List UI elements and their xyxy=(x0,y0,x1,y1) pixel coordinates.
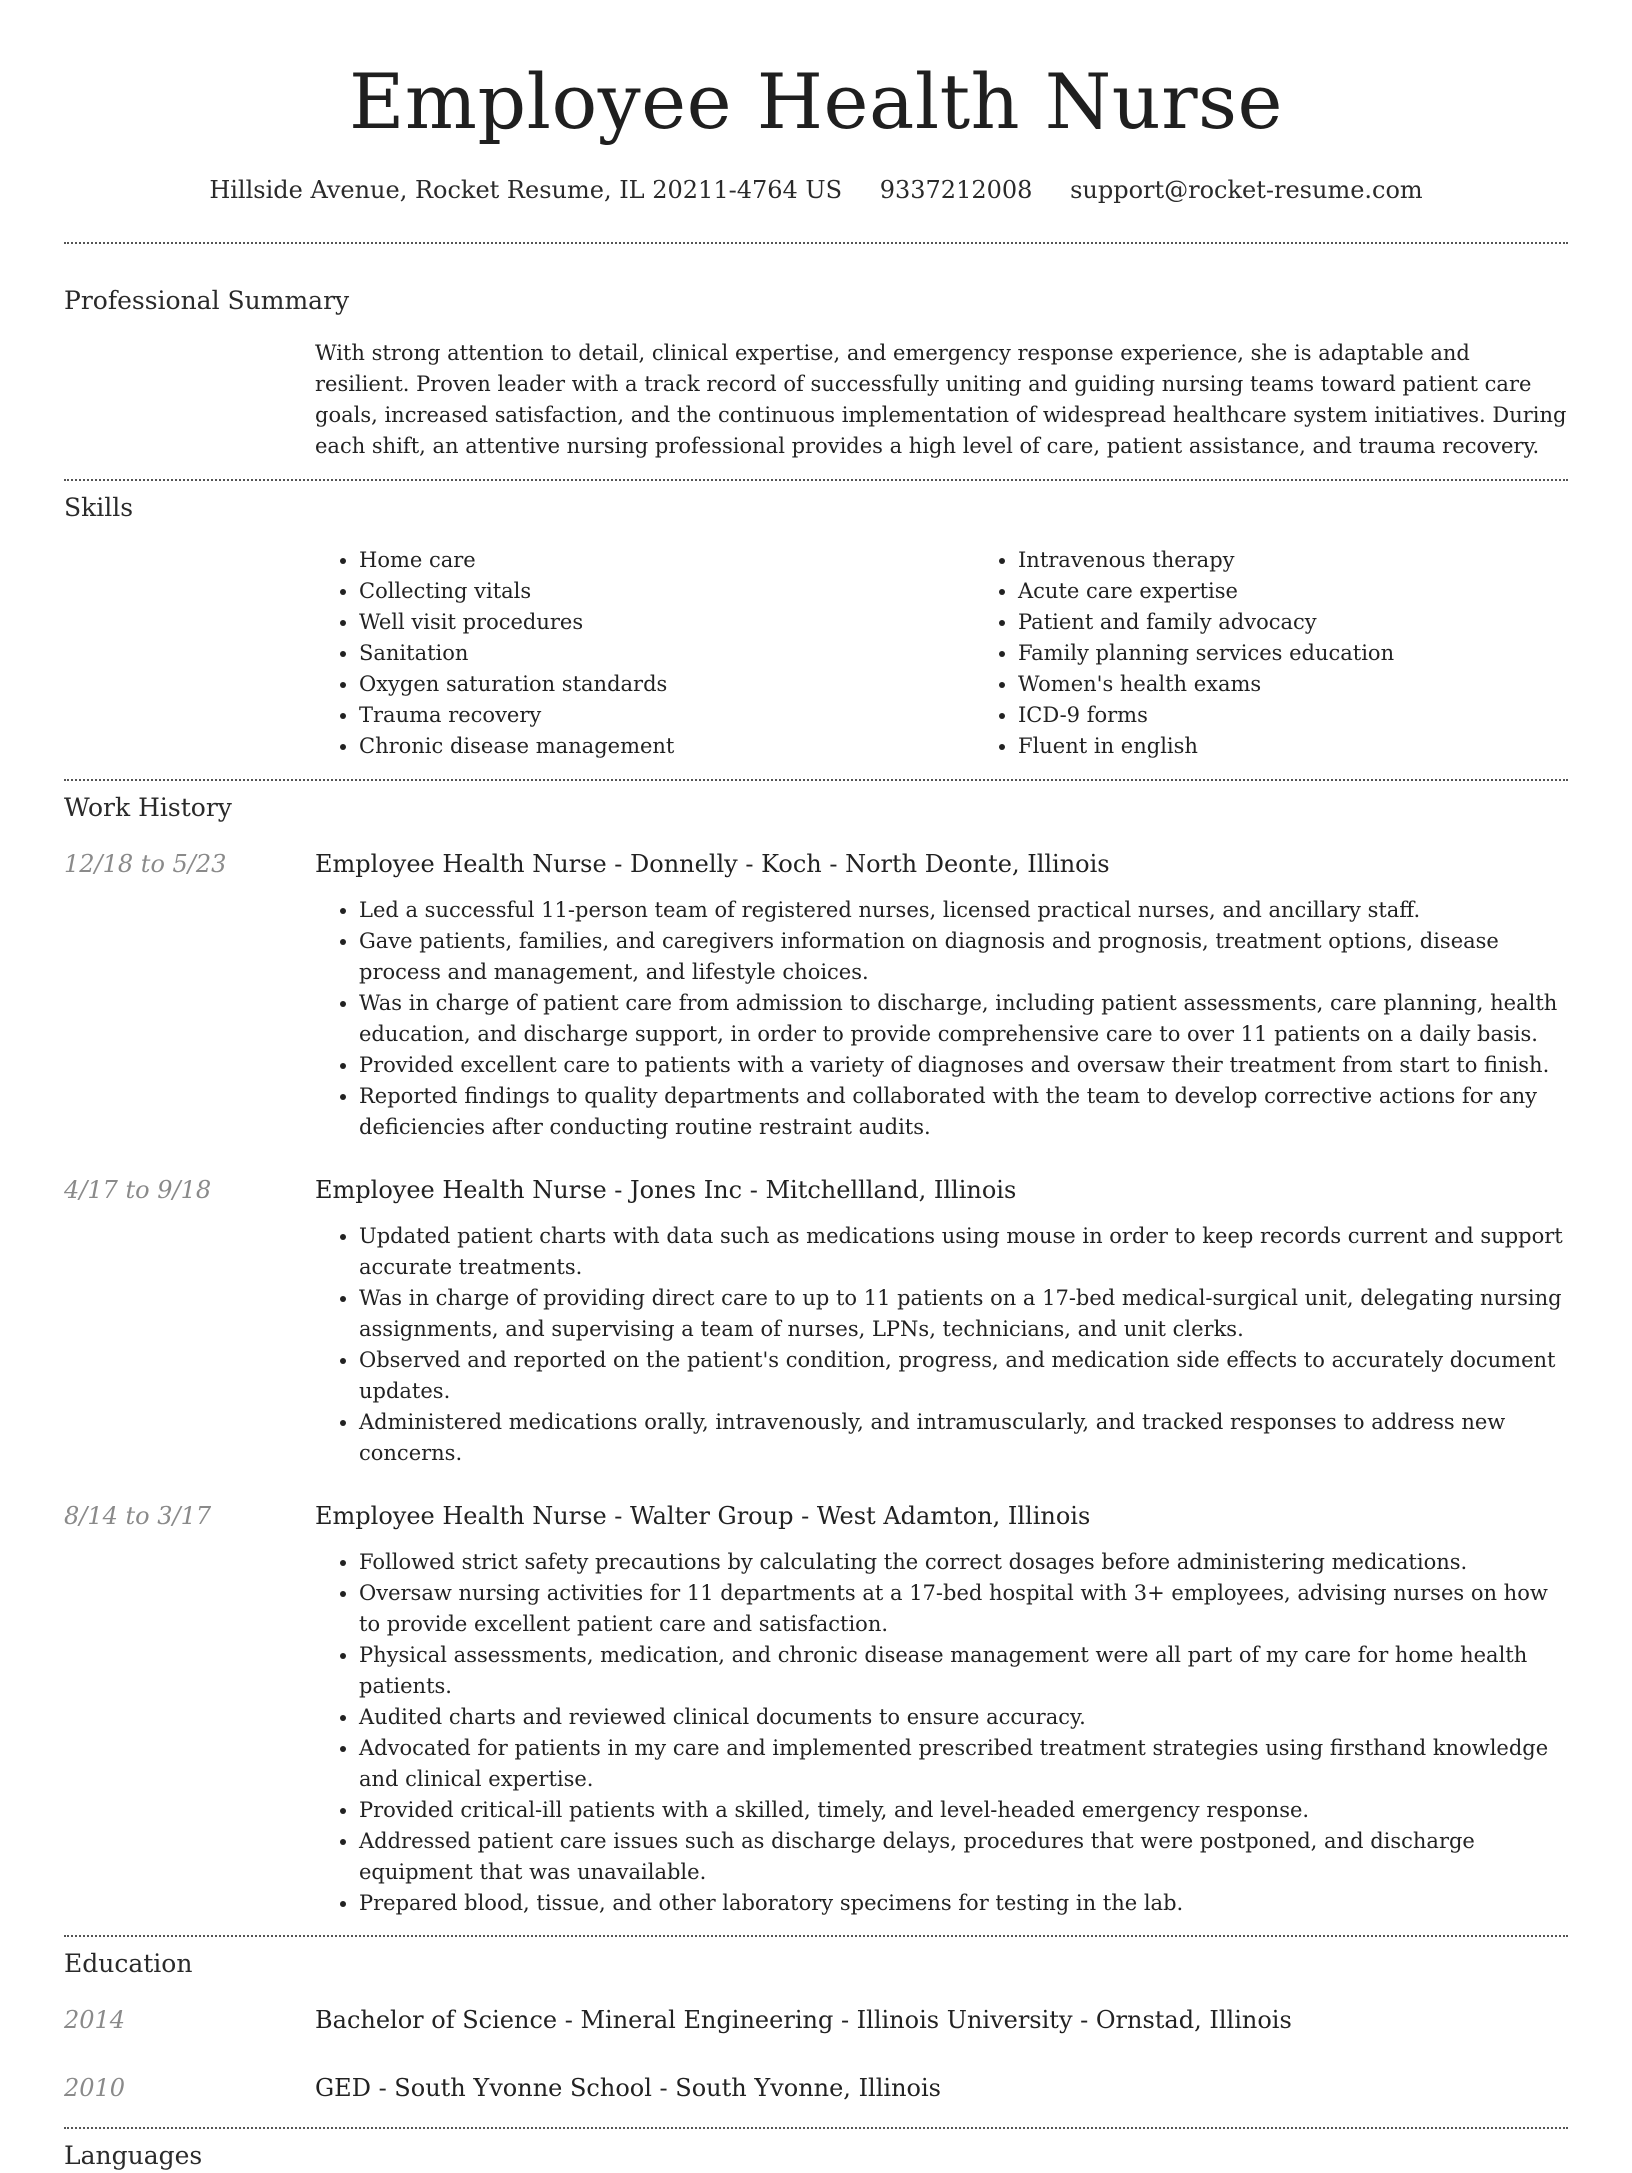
job-dates: 12/18 to 5/23 xyxy=(64,850,227,878)
section-divider xyxy=(64,242,1568,244)
skills-list-left xyxy=(315,545,974,762)
skill-item: • Trauma recovery xyxy=(359,700,974,731)
summary-text: With strong attention to detail, clinical expertise, and emergency response experience, she is adaptable and resilient. Proven leader with a track record of successfully uniting and guiding nursing teams toward patient care goals, increased satisfaction, and the continuous implementation of widespread healthcare system initiatives. During each shift, an attentive nursing professional provides a high level of care, patient assistance, and trauma recovery. xyxy=(315,341,1567,458)
skills-section xyxy=(315,545,1568,762)
skill-item: • Women's health exams xyxy=(1018,669,1632,700)
job-bullets xyxy=(315,895,1568,1143)
job-bullets xyxy=(315,1547,1568,1919)
job-details xyxy=(315,1221,1568,1469)
job-details xyxy=(315,1547,1568,1919)
job-details xyxy=(315,895,1568,1143)
education-heading: Education xyxy=(64,1949,193,1978)
section-divider xyxy=(64,779,1568,781)
job-bullet: • Gave patients, families, and caregivers information on diagnosis and prognosis, treatment options, disease process and management, and lifestyle choices. xyxy=(359,926,1568,988)
job-dates: 8/14 to 3/17 xyxy=(64,1502,212,1530)
job-bullet: • Was in charge of patient care from admission to discharge, including patient assessments, care planning, health education, and discharge support, in order to provide comprehensive care to over 11 patients on a daily basis. xyxy=(359,988,1568,1050)
job-bullet: • Advocated for patients in my care and implemented prescribed treatment strategies using firsthand knowledge and clinical expertise. xyxy=(359,1733,1568,1795)
section-divider xyxy=(64,1935,1568,1937)
job-bullet: • Was in charge of providing direct care to up to 11 patients on a 17-bed medical-surgical unit, delegating nursing assignments, and supervising a team of nurses, LPNs, technicians, and unit clerks. xyxy=(359,1283,1568,1345)
work-heading: Work History xyxy=(64,793,232,822)
job-bullet: • Reported findings to quality departments and collaborated with the team to develop corrective actions for any deficiencies after conducting routine restraint audits. xyxy=(359,1081,1568,1143)
contact-address: Hillside Avenue, Rocket Resume, IL 20211-4764 US xyxy=(209,176,843,204)
job-bullet: • Observed and reported on the patient's condition, progress, and medication side effects to accurately document updates. xyxy=(359,1345,1568,1407)
job-bullet: • Audited charts and reviewed clinical documents to ensure accuracy. xyxy=(359,1702,1568,1733)
resume-title: Employee Health Nurse xyxy=(348,57,1284,146)
job-title: Employee Health Nurse - Jones Inc - Mitchellland, Illinois xyxy=(315,1176,1017,1204)
skill-item: • Home care xyxy=(359,545,974,576)
job-entry xyxy=(64,1499,1568,1533)
job-title: Employee Health Nurse - Walter Group - West Adamton, Illinois xyxy=(315,1502,1091,1530)
job-bullets xyxy=(315,1221,1568,1469)
skills-list-right xyxy=(974,545,1632,762)
skills-heading: Skills xyxy=(64,493,134,522)
skill-item: • Acute care expertise xyxy=(1018,576,1632,607)
education-degree: GED - South Yvonne School - South Yvonne, Illinois xyxy=(315,2074,941,2102)
skill-item: • Collecting vitals xyxy=(359,576,974,607)
skill-item: • Family planning services education xyxy=(1018,638,1632,669)
resume-page xyxy=(64,0,1568,2173)
skill-item: • Fluent in english xyxy=(1018,731,1632,762)
job-bullet: • Updated patient charts with data such as medications using mouse in order to keep records current and support accurate treatments. xyxy=(359,1221,1568,1283)
section-divider xyxy=(64,2127,1568,2129)
skill-item: • Chronic disease management xyxy=(359,731,974,762)
job-entry xyxy=(64,1173,1568,1207)
education-entry xyxy=(64,2071,1568,2105)
job-bullet: • Administered medications orally, intravenously, and intramuscularly, and tracked responses to address new concerns. xyxy=(359,1407,1568,1469)
section-divider xyxy=(64,479,1568,481)
summary-section xyxy=(315,338,1568,462)
languages-heading: Languages xyxy=(64,2141,203,2170)
job-title: Employee Health Nurse - Donnelly - Koch - North Deonte, Illinois xyxy=(315,850,1110,878)
job-bullet: • Oversaw nursing activities for 11 departments at a 17-bed hospital with 3+ employees, advising nurses on how to provide excellent patient care and satisfaction. xyxy=(359,1578,1568,1640)
job-bullet: • Physical assessments, medication, and chronic disease management were all part of my care for home health patients. xyxy=(359,1640,1568,1702)
skill-item: • Patient and family advocacy xyxy=(1018,607,1632,638)
education-degree: Bachelor of Science - Mineral Engineering - Illinois University - Ornstad, Illinois xyxy=(315,2006,1292,2034)
job-bullet: • Provided excellent care to patients with a variety of diagnoses and oversaw their treatment from start to finish. xyxy=(359,1050,1568,1081)
education-entry xyxy=(64,2003,1568,2037)
skill-item: • Sanitation xyxy=(359,638,974,669)
skill-item: • Intravenous therapy xyxy=(1018,545,1632,576)
job-bullet: • Led a successful 11-person team of registered nurses, licensed practical nurses, and ancillary staff. xyxy=(359,895,1568,926)
summary-heading: Professional Summary xyxy=(64,286,350,315)
job-bullet: • Provided critical-ill patients with a skilled, timely, and level-headed emergency response. xyxy=(359,1795,1568,1826)
skill-item: • ICD-9 forms xyxy=(1018,700,1632,731)
skill-item: • Oxygen saturation standards xyxy=(359,669,974,700)
job-bullet: • Prepared blood, tissue, and other laboratory specimens for testing in the lab. xyxy=(359,1888,1568,1919)
job-bullet: • Followed strict safety precautions by calculating the correct dosages before administering medications. xyxy=(359,1547,1568,1578)
skill-item: • Well visit procedures xyxy=(359,607,974,638)
job-dates: 4/17 to 9/18 xyxy=(64,1176,212,1204)
education-year: 2014 xyxy=(64,2006,126,2034)
contact-phone: 9337212008 xyxy=(879,176,1033,204)
contact-email: support@rocket-resume.com xyxy=(1070,176,1423,204)
education-year: 2010 xyxy=(64,2074,126,2102)
job-bullet: • Addressed patient care issues such as discharge delays, procedures that were postponed, and discharge equipment that was unavailable. xyxy=(359,1826,1568,1888)
job-entry xyxy=(64,847,1568,881)
contact-line xyxy=(64,172,1568,208)
